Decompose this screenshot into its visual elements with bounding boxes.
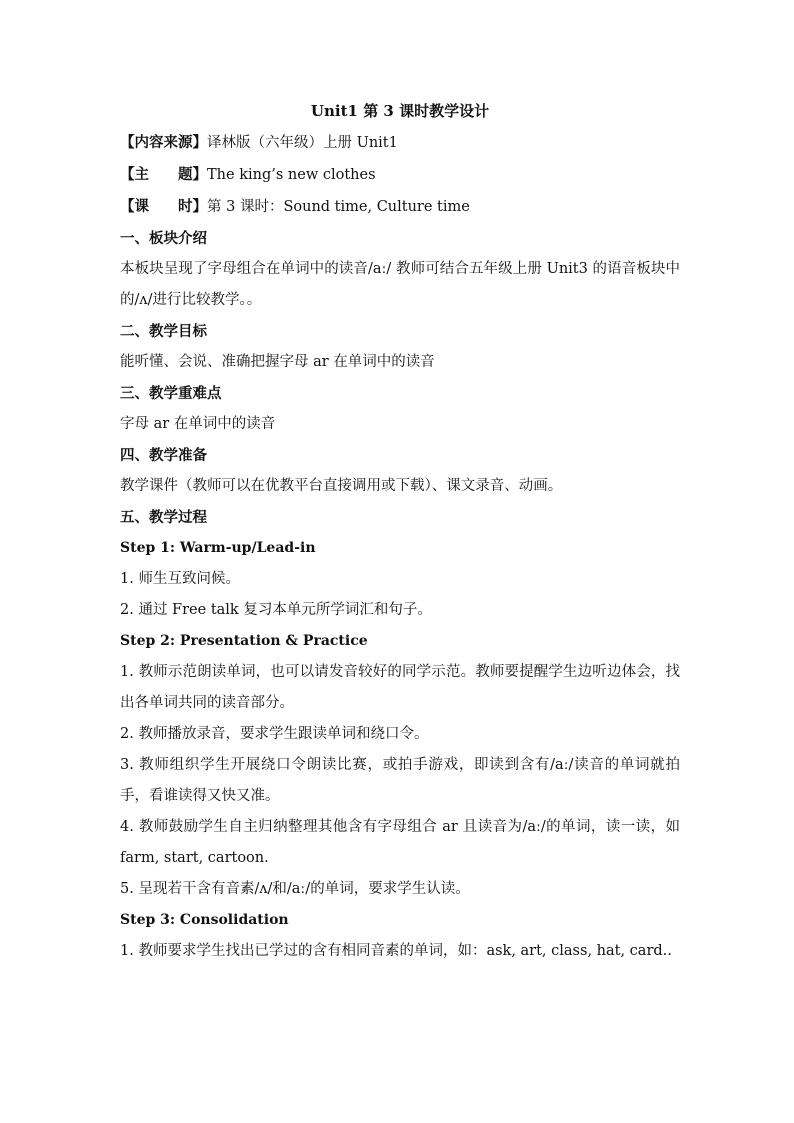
step-3-title: Step 3: Consolidation bbox=[120, 912, 289, 928]
section-keypoints-text: 字母 ar 在单词中的读音 bbox=[120, 416, 276, 432]
step-1-title: Step 1: Warm-up/Lead-in bbox=[120, 540, 316, 556]
meta-theme-value: The king’s new clothes bbox=[207, 167, 376, 183]
section-goals-text: 能听懂、会说、准确把握字母 ar 在单词中的读音 bbox=[120, 354, 435, 370]
meta-theme-label: 【主 题】 bbox=[120, 166, 207, 183]
step-2-item-4: 4. 教师鼓励学生自主归纳整理其他含有字母组合 ar 且读音为/aː/的单词，读一读，如 farm, start, cartoon. bbox=[120, 819, 680, 866]
step-2-item-1: 1. 教师示范朗读单词，也可以请发音较好的同学示范。教师要提醒学生边听边体会，找出各单词共同的读音部分。 bbox=[120, 664, 680, 711]
step-2-item-5: 5. 呈现若干含有音素/ʌ/和/aː/的单词，要求学生认读。 bbox=[120, 881, 470, 897]
meta-period-label: 【课 时】 bbox=[120, 198, 207, 215]
section-process-heading: 五、教学过程 bbox=[120, 509, 207, 526]
section-intro-heading: 一、板块介绍 bbox=[120, 230, 207, 247]
step-2-title: Step 2: Presentation & Practice bbox=[120, 633, 368, 649]
section-goals-heading: 二、教学目标 bbox=[120, 323, 207, 340]
meta-source-label: 【内容来源】 bbox=[120, 134, 207, 151]
meta-period-value: 第 3 课时：Sound time, Culture time bbox=[207, 199, 470, 215]
step-2-item-3: 3. 教师组织学生开展绕口令朗读比赛，或拍手游戏，即读到含有/aː/读音的单词就拍手，看谁读得又快又准。 bbox=[120, 757, 680, 804]
step-1-item-2: 2. 通过 Free talk 复习本单元所学词汇和句子。 bbox=[120, 602, 432, 618]
step-1-item-1: 1. 师生互致问候。 bbox=[120, 571, 240, 587]
meta-period bbox=[120, 191, 680, 223]
section-intro-text: 本板块呈现了字母组合在单词中的读音/aː/ 教师可结合五年级上册 Unit3 的语音板块中的/ʌ/进行比较教学。。 bbox=[120, 261, 680, 308]
section-preparation-text: 教学课件（教师可以在优教平台直接调用或下载）、课文录音、动画。 bbox=[120, 478, 563, 494]
meta-source-value: 译林版（六年级）上册 Unit1 bbox=[207, 135, 398, 151]
meta-theme bbox=[120, 159, 680, 191]
document-title: Unit1 第 3 课时教学设计 bbox=[310, 102, 490, 120]
document-page bbox=[120, 96, 680, 967]
step-2-item-2: 2. 教师播放录音，要求学生跟读单词和绕口令。 bbox=[120, 726, 429, 742]
section-keypoints-heading: 三、教学重难点 bbox=[120, 385, 222, 402]
step-3-item-1: 1. 教师要求学生找出已学过的含有相同音素的单词，如：ask, art, class, hat, card.. bbox=[120, 943, 672, 959]
section-preparation-heading: 四、教学准备 bbox=[120, 447, 207, 464]
meta-source bbox=[120, 127, 680, 159]
